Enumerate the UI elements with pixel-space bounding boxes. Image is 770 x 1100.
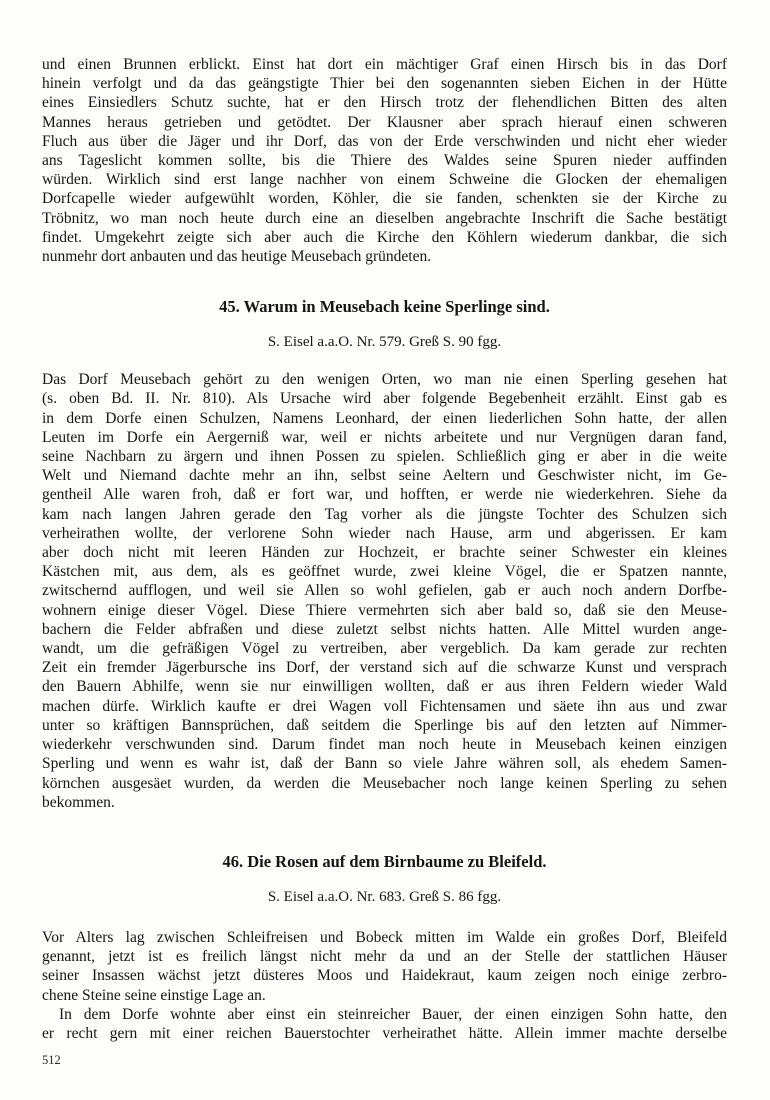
text-line: chene Steine seine einstige Lage an. xyxy=(42,986,266,1004)
text-line: machen dürfe. Wirklich kaufte er drei Wagen voll Fichtensamen und säete ihn aus und zwar xyxy=(42,697,727,715)
text-line: Dorfcapelle wieder aufgewühlt worden, Köhler, die sie fanden, schenkten sie der Kirche zu xyxy=(42,190,727,208)
section-46-source-citation: S. Eisel a.a.O. Nr. 683. Greß S. 86 fgg. xyxy=(267,888,502,905)
text-line: Kästchen mit, aus dem, als es geöffnet wurde, zwei kleine Vögel, die er Spatzen nannte, xyxy=(42,563,727,581)
text-line: unter so kräftigen Bannsprüchen, daß seitdem die Sperlinge bis auf den letzten auf Nimmer- xyxy=(42,716,727,734)
text-line: Das Dorf Meusebach gehört zu den wenigen Orten, wo man nie einen Sperling gesehen hat xyxy=(42,371,727,389)
text-line: bachern die Felder abfraßen und diese zuletzt selbst nichts hatten. Alle Mittel wurden ange- xyxy=(42,620,727,638)
text-line: und einen Brunnen erblickt. Einst hat dort ein mächtiger Graf einen Hirsch bis in das Dorf xyxy=(42,56,727,73)
section-45-heading: 45. Warum in Meusebach keine Sperlinge sind. xyxy=(219,297,550,317)
text-line: Tröbnitz, wo man noch heute durch eine an dieselben angebrachte Inschrift die Sache bestätigt xyxy=(42,209,727,227)
section-45-paragraph xyxy=(42,370,727,812)
page-number: 512 xyxy=(42,1053,61,1068)
text-line: den Bauern Abhilfe, wenn sie nur einwilligen wollten, daß er aus ihren Feldern wieder Wald xyxy=(42,678,727,696)
text-line: bekommen. xyxy=(42,793,115,811)
text-line: findet. Umgekehrt zeigte sich aber auch die Kirche den Köhlern wiederum dankbar, die sich xyxy=(42,228,727,246)
text-line: kam nach langen Jahren gerade den Tag vorher als die jüngste Tochter des Schulzen sich xyxy=(42,505,727,523)
text-line: eines Einsiedlers Schutz suchte, hat er den Hirsch trotz der flehendlichen Bitten des alten xyxy=(42,94,727,112)
text-line: Vor Alters lag zwischen Schleifreisen und Bobeck mitten im Walde ein großes Dorf, Bleifeld xyxy=(42,928,727,946)
text-line: körnchen ausgesäet wurden, da werden die Meusebacher noch lange keinen Sperling zu sehen xyxy=(42,774,727,792)
text-line: Mannes heraus getrieben und getödtet. Der Klausner aber sprach hierauf einen schweren xyxy=(42,113,727,131)
text-line: gentheil Alle waren froh, daß er fort war, und hofften, er werde nie wiederkehren. Siehe da xyxy=(42,486,727,504)
text-line: ans Tageslicht kommen sollte, bis die Thiere des Waldes seine Spuren nieder auffinden xyxy=(42,152,727,170)
continuation-paragraph xyxy=(42,55,727,266)
text-line: aber doch nicht mit leeren Händen zur Hochzeit, er brachte seiner Schwester ein kleines xyxy=(42,544,727,562)
text-line: Sperling und wenn es wahr ist, daß der Bann so viele Jahre währen soll, als ehedem Samen- xyxy=(42,755,727,773)
text-line: wandt, um die gefräßigen Vögel zu vertreiben, aber vergeblich. Da kam gerade zur rechten xyxy=(42,640,727,658)
section-45-source-citation: S. Eisel a.a.O. Nr. 579. Greß S. 90 fgg. xyxy=(267,334,502,351)
text-line: nunmehr dort anbauten und das heutige Meusebach gründeten. xyxy=(42,248,432,266)
section-46-paragraph-2 xyxy=(42,1005,727,1043)
text-line: in dem Dorfe einen Schulzen, Namens Leonhard, der einen liederlichen Sohn hatte, der allen xyxy=(42,409,727,427)
section-46-heading: 46. Die Rosen auf dem Birnbaume zu Bleifeld. xyxy=(222,851,547,871)
text-line: wiederkehr verschwunden sind. Darum findet man noch heute in Meusebach keinen einzigen xyxy=(42,736,727,754)
text-line: seiner Insassen wächst jetzt düsteres Moos und Haidekraut, kaum zeigen noch einige zerbro- xyxy=(42,967,727,985)
text-line: In dem Dorfe wohnte aber einst ein steinreicher Bauer, der einen einzigen Sohn hatte, den xyxy=(59,1005,727,1023)
text-line: zwitschernd aufflogen, und weil sie Allen so wohl gefielen, gab er auch noch andern Dorfbe- xyxy=(42,582,727,600)
text-line: Welt und Niemand dachte mehr an ihn, selbst seine Aeltern und Geschwister nicht, im Ge- xyxy=(42,467,727,485)
text-line: Leuten im Dorfe ein Aergerniß war, weil er nichts arbeitete und nur Vergnügen daran fand, xyxy=(42,428,727,446)
text-line: er recht gern mit einer reichen Bauerstochter verheirathet hätte. Allein immer machte derselbe xyxy=(42,1024,727,1042)
text-line: (s. oben Bd. II. Nr. 810). Als Ursache wird aber folgende Begebenheit erzählt. Einst gab es xyxy=(42,390,727,408)
section-46-paragraph-1 xyxy=(42,928,727,1005)
text-line: Zeit ein fremder Jägerbursche ins Dorf, der verstand sich auf die schwarze Kunst und versprach xyxy=(42,659,727,677)
text-line: hinein verfolgt und da das geängstigte Thier bei den sogenannten sieben Eichen in der Hütte xyxy=(42,75,727,93)
text-line: verheirathen wollte, der verlorene Sohn wieder nach Hause, arm und abgerissen. Er kam xyxy=(42,524,727,542)
text-line: Fluch aus über die Jäger und ihr Dorf, das von der Erde verschwinden und nicht eher wieder xyxy=(42,132,727,150)
text-line: genannt, jetzt ist es freilich längst nicht mehr da und an der Stelle der stattlichen Häuser xyxy=(42,948,727,966)
text-line: würden. Wirklich sind erst lange nachher von einem Schweine die Glocken der ehemaligen xyxy=(42,171,727,189)
text-line: seine Nachbarn zu ärgern und ihnen Possen zu spielen. Schließlich ging er aber in die weite xyxy=(42,448,727,466)
text-line: wohnern einige dieser Vögel. Diese Thiere vermehrten sich aber bald so, daß sie den Meuse- xyxy=(42,601,727,619)
